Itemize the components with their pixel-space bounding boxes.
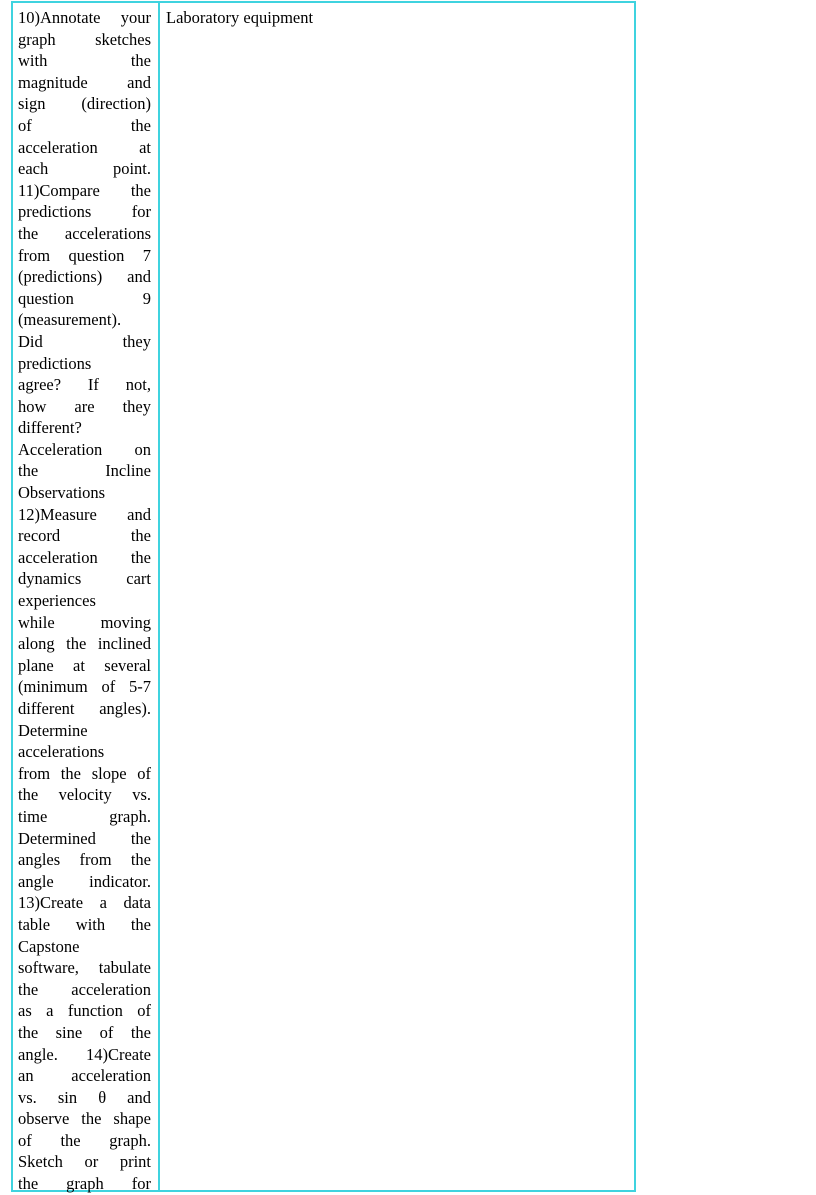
procedure-text-line: 12)Measure and: [18, 504, 151, 524]
procedure-text-line: as a function of: [18, 1001, 151, 1021]
procedure-text-line: accelerations: [18, 742, 105, 762]
procedure-text-line: record the: [18, 526, 151, 546]
procedure-text-line: agree? If not,: [18, 375, 151, 395]
procedure-text-line: an acceleration: [18, 1066, 151, 1086]
procedure-text-line: Determined the: [18, 828, 151, 848]
procedure-text-line: acceleration at: [18, 137, 151, 157]
procedure-text-line: time graph.: [18, 806, 151, 826]
procedure-text-line: plane at several: [18, 655, 151, 675]
procedure-text-line: (minimum of 5-7: [18, 677, 151, 697]
document-table: [11, 1, 636, 1192]
procedure-text-line: angle. 14)Create: [18, 1044, 151, 1064]
procedure-text-line: Acceleration on: [18, 439, 151, 459]
procedure-text-line: from question 7: [18, 245, 151, 265]
procedure-cell: [18, 7, 151, 1195]
procedure-text-line: Did they: [18, 331, 151, 351]
procedure-text-line: Capstone: [18, 936, 80, 956]
procedure-text-line: question 9: [18, 288, 151, 308]
column-divider: [158, 3, 160, 1190]
procedure-text-line: the sine of the: [18, 1022, 151, 1042]
procedure-text-line: magnitude and: [18, 72, 151, 92]
procedure-text-line: predictions for: [18, 202, 151, 222]
procedure-text-line: how are they: [18, 396, 151, 416]
procedure-text-line: while moving: [18, 612, 151, 632]
procedure-text-line: the graph for: [18, 1174, 151, 1194]
procedure-text-line: the velocity vs.: [18, 785, 151, 805]
procedure-text-line: Sketch or print: [18, 1152, 151, 1172]
procedure-text-line: angle indicator.: [18, 871, 151, 891]
procedure-text-line: 10)Annotate your: [18, 8, 151, 27]
procedure-text-line: software, tabulate: [18, 958, 151, 978]
procedure-text-line: each point.: [18, 159, 151, 179]
procedure-text-line: the acceleration: [18, 979, 151, 999]
procedure-text-line: the Incline: [18, 461, 151, 481]
equipment-cell: Laboratory equipment: [166, 8, 314, 27]
procedure-text-line: (predictions) and: [18, 267, 151, 287]
procedure-text-line: acceleration the: [18, 547, 151, 567]
procedure-text-line: different?: [18, 418, 82, 438]
procedure-text-line: Observations: [18, 483, 106, 503]
procedure-text-line: different angles).: [18, 699, 151, 718]
procedure-text-line: predictions: [18, 353, 92, 373]
procedure-text-line: along the inclined: [18, 634, 151, 654]
procedure-text-line: with the: [18, 51, 151, 71]
procedure-text-line: of the graph.: [18, 1130, 151, 1150]
procedure-text-line: from the slope of: [18, 763, 151, 783]
procedure-text-line: sign (direction): [18, 94, 151, 114]
procedure-text-line: 11)Compare the: [18, 180, 151, 200]
procedure-text-line: observe the shape: [18, 1109, 151, 1129]
procedure-text-line: 13)Create a data: [18, 893, 151, 913]
procedure-text-line: vs. sin θ and: [18, 1087, 151, 1107]
procedure-text-line: Determine: [18, 720, 88, 740]
procedure-text-line: of the: [18, 115, 151, 135]
procedure-text-line: angles from the: [18, 850, 151, 870]
procedure-text-line: graph sketches: [18, 29, 151, 49]
procedure-text-line: table with the: [18, 914, 151, 934]
procedure-text-line: (measurement).: [18, 310, 122, 330]
procedure-text-line: the accelerations: [18, 223, 151, 243]
procedure-text-line: dynamics cart: [18, 569, 151, 589]
procedure-text-line: experiences: [18, 591, 96, 611]
